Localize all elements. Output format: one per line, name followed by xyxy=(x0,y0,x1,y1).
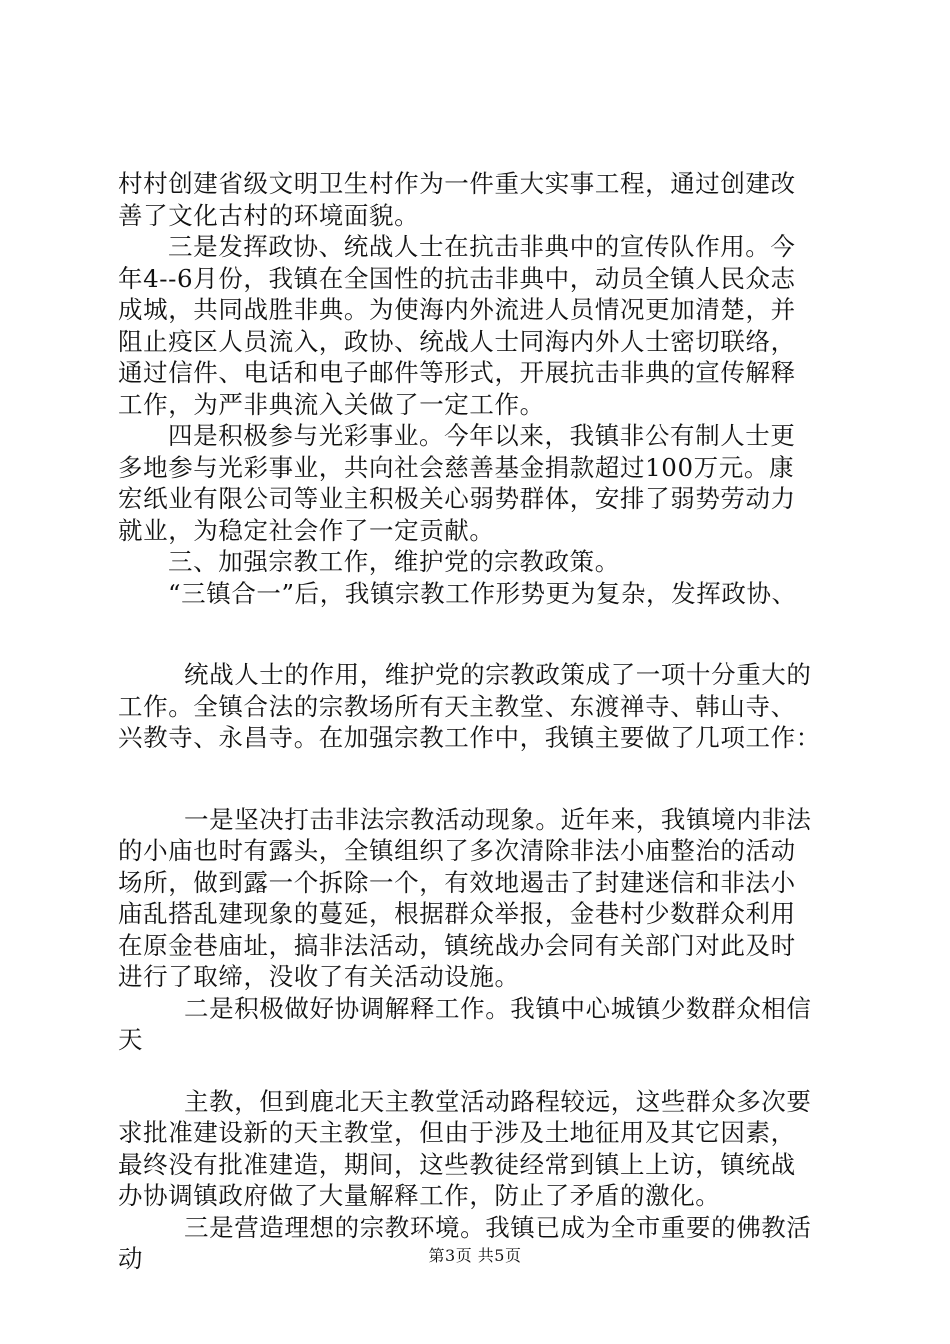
paragraph-line: 庙乱搭乱建现象的蔓延，根据群众举报，金巷村少数群众利用 xyxy=(118,899,796,928)
paragraph-gap xyxy=(118,1056,838,1086)
paragraph-line: 二是积极做好协调解释工作。我镇中心城镇少数群众相信 xyxy=(184,993,812,1023)
paragraph-line: 主教，但到鹿北天主教堂活动路程较远，这些群众多次要 xyxy=(184,1086,812,1116)
paragraph-line: 最终没有批准建造，期间，这些教徒经常到镇上上访，镇统战 xyxy=(118,1149,796,1179)
paragraph-line: 村村创建省级文明卫生村作为一件重大实事工程，通过创建改 xyxy=(118,169,796,198)
paragraph-line: 工作。全镇合法的宗教场所有天主教堂、东渡禅寺、韩山寺、 xyxy=(118,691,796,721)
paragraph-line: 四是积极参与光彩事业。今年以来，我镇非公有制人士更 xyxy=(168,421,796,450)
paragraph-line: 场所，做到露一个拆除一个，有效地遏击了封建迷信和非法小 xyxy=(118,867,796,897)
paragraph-line: 多地参与光彩事业，共向社会慈善基金捐款超过100万元。康 xyxy=(118,452,795,482)
paragraph-line: 在原金巷庙址，搞非法活动，镇统战办会同有关部门对此及时 xyxy=(118,930,796,960)
paragraph-line: 就业，为稳定社会作了一定贡献。 xyxy=(118,515,495,545)
paragraph-line: 阻止疫区人员流入，政协、统战人士同海内外人士密切联络， xyxy=(118,326,796,356)
document-body xyxy=(118,168,838,1275)
paragraph-line: 三是发挥政协、统战人士在抗击非典中的宣传队作用。今 xyxy=(168,232,796,261)
paragraph-line: 工作，为严非典流入关做了一定工作。 xyxy=(118,389,545,419)
paragraph-line: 三是营造理想的宗教环境。我镇已成为全市重要的佛教活 xyxy=(184,1212,812,1242)
paragraph-gap xyxy=(118,754,838,804)
paragraph-line: 的小庙也时有露头，全镇组织了多次清除非法小庙整治的活动 xyxy=(118,836,796,865)
paragraph-line: 一是坚决打击非法宗教活动现象。近年来，我镇境内非法 xyxy=(184,804,812,834)
section-heading: 三、加强宗教工作，维护党的宗教政策。 xyxy=(168,547,620,576)
paragraph-line: 求批准建设新的天主教堂，但由于涉及土地征用及其它因素， xyxy=(118,1118,796,1147)
paragraph-line: 善了文化古村的环境面貌。 xyxy=(118,200,420,230)
paragraph-line: 年4--6月份，我镇在全国性的抗击非典中，动员全镇人民众志 xyxy=(118,263,796,293)
paragraph-line: “三镇合一”后，我镇宗教工作形势更为复杂，发挥政协、 xyxy=(168,578,797,608)
page-footer: 第3页 共5页 xyxy=(428,1246,522,1265)
paragraph-gap xyxy=(118,609,838,659)
paragraph-line: 天 xyxy=(118,1025,144,1054)
paragraph-line: 统战人士的作用，维护党的宗教政策成了一项十分重大的 xyxy=(184,660,812,689)
paragraph-line: 兴教寺、永昌寺。在加强宗教工作中，我镇主要做了几项工作： xyxy=(118,723,821,752)
paragraph-line: 办协调镇政府做了大量解释工作，防止了矛盾的激化。 xyxy=(118,1181,721,1210)
paragraph-line: 动 xyxy=(118,1244,144,1273)
paragraph-line: 成城，共同战胜非典。为使海内外流进人员情况更加清楚，并 xyxy=(118,295,796,324)
paragraph-line: 宏纸业有限公司等业主积极关心弱势群体，安排了弱势劳动力 xyxy=(118,484,796,513)
paragraph-line: 进行了取缔，没收了有关活动设施。 xyxy=(118,962,520,991)
paragraph-line: 通过信件、电话和电子邮件等形式，开展抗击非典的宣传解释 xyxy=(118,358,796,387)
